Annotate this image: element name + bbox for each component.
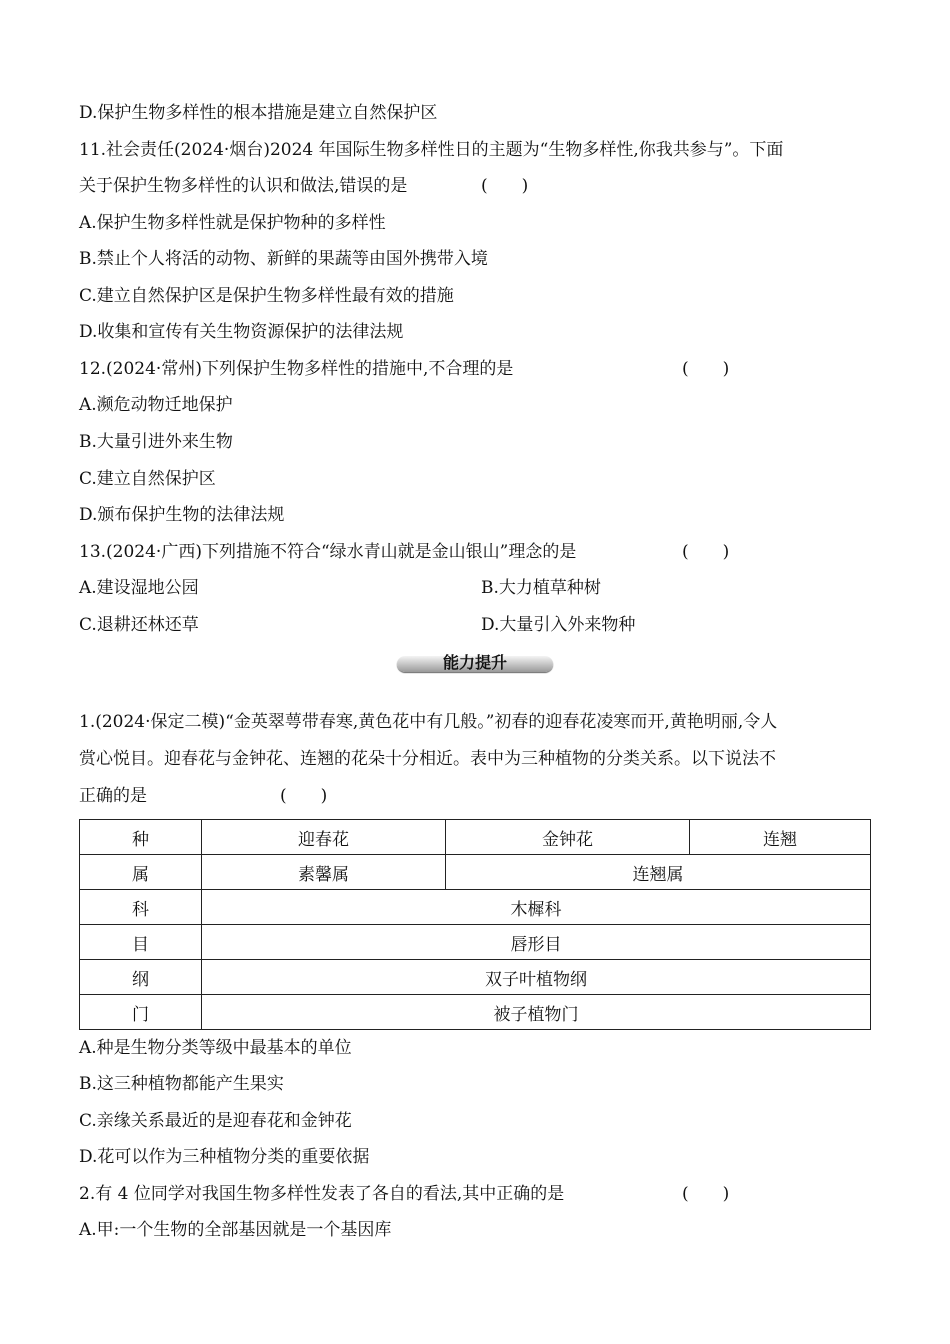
table-row-family	[80, 890, 871, 925]
q11-stem-line2: 关于保护生物多样性的认识和做法,错误的是	[79, 176, 408, 196]
p2-option-a: A.甲:一个生物的全部基因就是一个基因库	[79, 1220, 392, 1240]
table-row-class	[80, 960, 871, 995]
q12-option-d: D.颁布保护生物的法律法规	[79, 505, 285, 525]
q11-stem-line1: 11.社会责任(2024·烟台)2024 年国际生物多样性日的主题为“生物多样性,你我共参与”。下面	[79, 140, 784, 160]
table-cell: 木樨科	[202, 890, 871, 925]
rank-label: 目	[80, 925, 202, 960]
p1-option-d: D.花可以作为三种植物分类的重要依据	[79, 1147, 370, 1167]
q13-option-a: A.建设湿地公园	[79, 578, 199, 598]
p2-stem: 2.有 4 位同学对我国生物多样性发表了各自的看法,其中正确的是	[79, 1184, 565, 1204]
p1-answer-paren: ( )	[280, 786, 328, 806]
table-cell: 金钟花	[446, 820, 690, 855]
q12-option-a: A.濒危动物迁地保护	[79, 395, 233, 415]
table-cell: 唇形目	[202, 925, 871, 960]
rank-label: 纲	[80, 960, 202, 995]
q11-option-c: C.建立自然保护区是保护生物多样性最有效的措施	[79, 286, 454, 306]
q12-answer-paren: ( )	[682, 359, 730, 379]
p1-option-c: C.亲缘关系最近的是迎春花和金钟花	[79, 1111, 352, 1131]
q12-option-b: B.大量引进外来生物	[79, 432, 233, 452]
rank-label: 门	[80, 995, 202, 1030]
p1-option-a: A.种是生物分类等级中最基本的单位	[79, 1038, 352, 1058]
rank-label: 属	[80, 855, 202, 890]
table-row-species	[80, 820, 871, 855]
section-banner	[397, 650, 553, 674]
table-cell: 双子叶植物纲	[202, 960, 871, 995]
q12-stem: 12.(2024·常州)下列保护生物多样性的措施中,不合理的是	[79, 359, 514, 379]
table-row-order	[80, 925, 871, 960]
q10-option-d: D.保护生物多样性的根本措施是建立自然保护区	[79, 103, 438, 123]
q13-option-c: C.退耕还林还草	[79, 615, 199, 635]
table-cell: 被子植物门	[202, 995, 871, 1030]
p1-stem-line2: 赏心悦目。迎春花与金钟花、连翘的花朵十分相近。表中为三种植物的分类关系。以下说法不	[79, 749, 776, 769]
rank-label: 科	[80, 890, 202, 925]
table-cell: 连翘	[690, 820, 871, 855]
table-cell: 迎春花	[202, 820, 446, 855]
section-title: 能力提升	[442, 652, 507, 672]
q12-option-c: C.建立自然保护区	[79, 469, 216, 489]
rank-label: 种	[80, 820, 202, 855]
p2-answer-paren: ( )	[682, 1184, 730, 1204]
q11-option-d: D.收集和宣传有关生物资源保护的法律法规	[79, 322, 404, 342]
table-cell: 素馨属	[202, 855, 446, 890]
table-row-genus	[80, 855, 871, 890]
q13-answer-paren: ( )	[682, 542, 730, 562]
q13-stem: 13.(2024·广西)下列措施不符合“绿水青山就是金山银山”理念的是	[79, 542, 577, 562]
q11-option-a: A.保护生物多样性就是保护物种的多样性	[79, 213, 386, 233]
q11-answer-paren: ( )	[481, 176, 529, 196]
table-row-phylum	[80, 995, 871, 1030]
p1-option-b: B.这三种植物都能产生果实	[79, 1074, 284, 1094]
classification-table	[79, 819, 871, 1030]
q13-option-d: D.大量引入外来物种	[481, 615, 636, 635]
q11-option-b: B.禁止个人将活的动物、新鲜的果蔬等由国外携带入境	[79, 249, 488, 269]
q13-option-b: B.大力植草种树	[481, 578, 601, 598]
p1-stem-line1: 1.(2024·保定二模)“金英翠萼带春寒,黄色花中有几般。”初春的迎春花凌寒而开,黄艳明丽,令人	[79, 712, 778, 732]
table-cell: 连翘属	[446, 855, 871, 890]
p1-stem-line3: 正确的是	[79, 786, 147, 806]
